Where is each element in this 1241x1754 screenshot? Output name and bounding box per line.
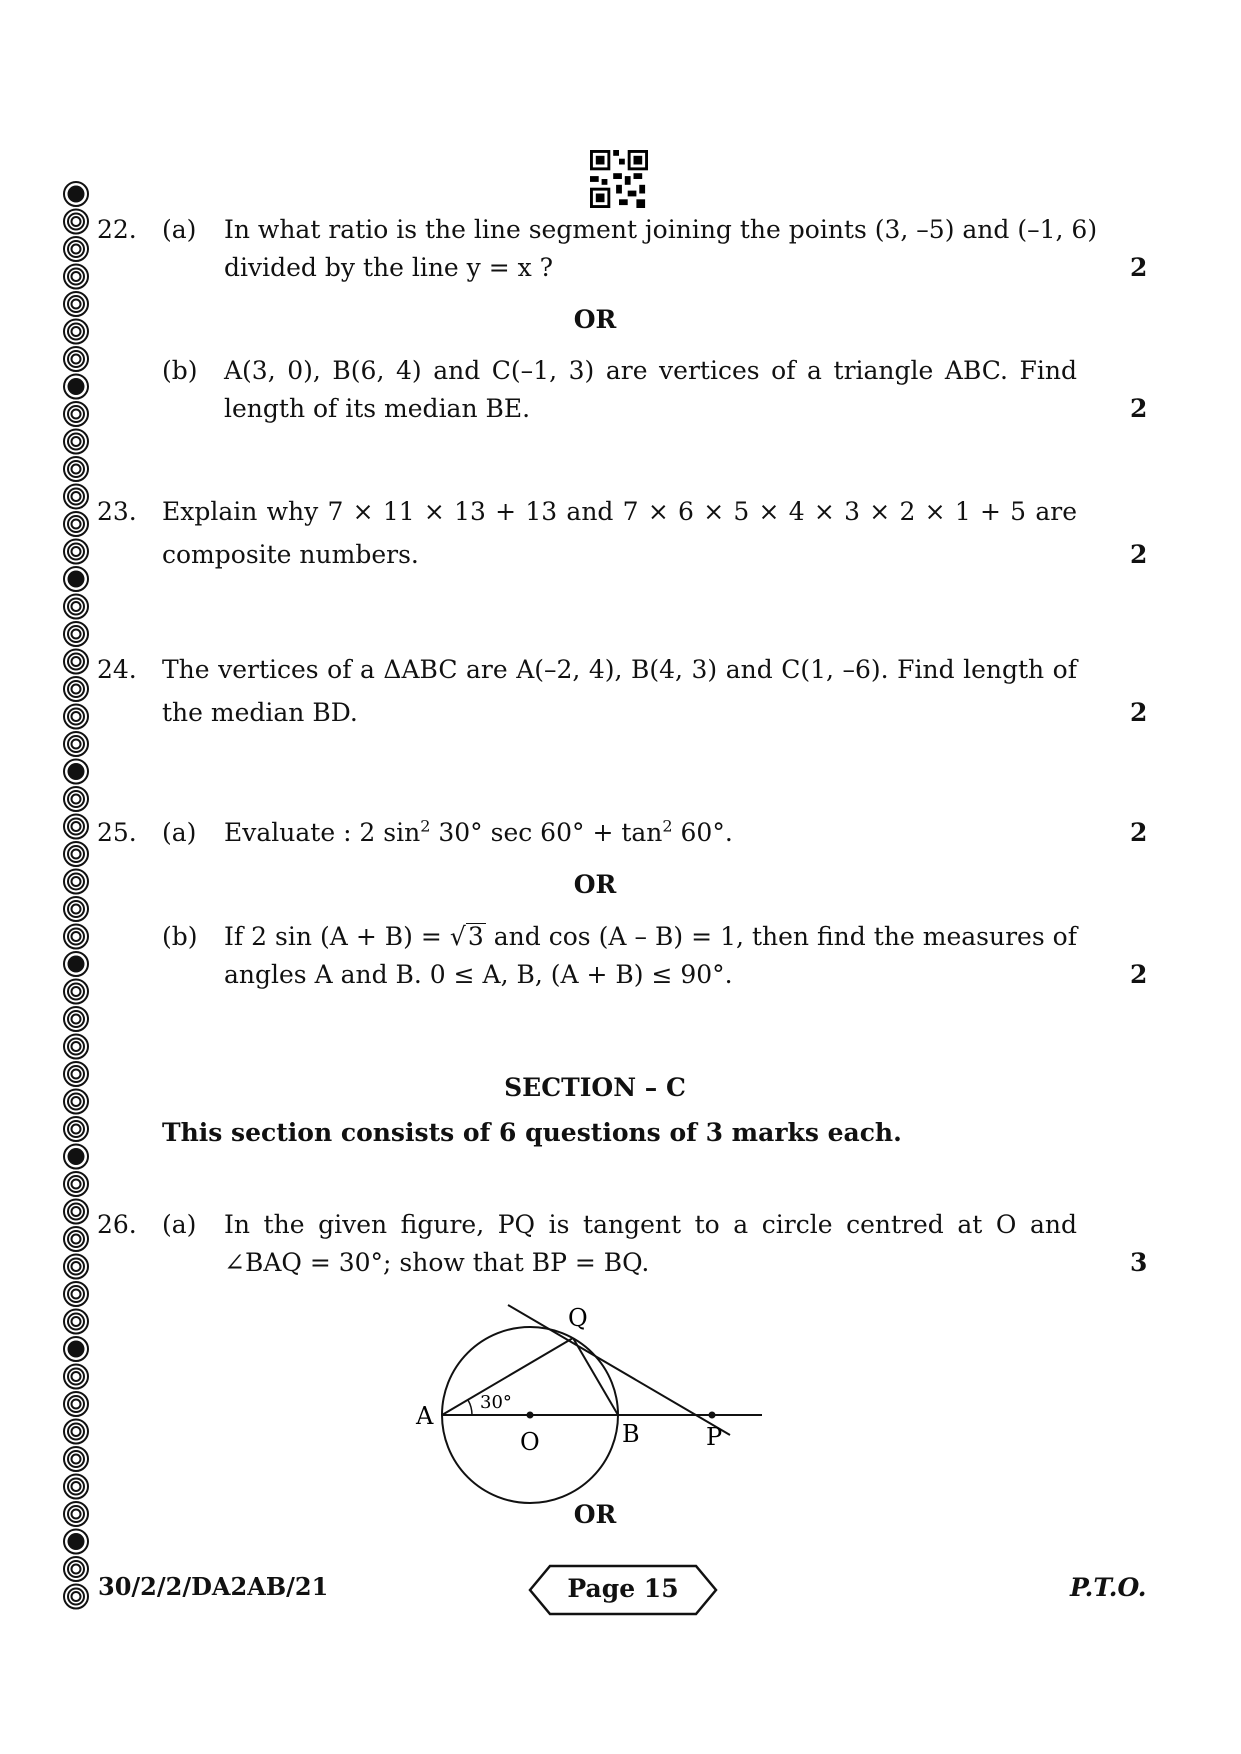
- question-text: If 2 sin (A + B) = √3 and cos (A – B) = 1, then find the measures of: [224, 922, 1077, 951]
- marks: 3: [1130, 1248, 1148, 1277]
- margin-circle-icon: [64, 1420, 88, 1444]
- question-number: 24.: [97, 655, 137, 684]
- margin-circle-icon: [64, 1172, 88, 1196]
- question-text: ∠BAQ = 30°; show that BP = BQ.: [224, 1248, 650, 1277]
- question-text: Evaluate : 2 $\sin^2 30^\circ$ $\sec 60^\circ + \tan^2 60^\circ$.: [224, 816, 733, 847]
- margin-circle-icon: [64, 237, 88, 261]
- margin-circle-icon: [64, 1447, 88, 1471]
- marks: 2: [1130, 818, 1148, 847]
- margin-circle-icon: [64, 1585, 88, 1609]
- margin-circle-icon: [64, 512, 88, 536]
- paper-code: 30/2/2/DA2AB/21: [98, 1572, 329, 1601]
- question-number: 23.: [97, 497, 137, 526]
- part-label: (b): [162, 922, 198, 951]
- label-p: P: [706, 1423, 723, 1451]
- angle-arc: [468, 1400, 472, 1415]
- margin-circle-icon: [64, 457, 88, 481]
- question-text: In the given figure, PQ is tangent to a circle centred at O and: [224, 1210, 1077, 1239]
- margin-circle-icon: [64, 1145, 88, 1169]
- circle-tangent-figure: [400, 1290, 780, 1520]
- marks: 2: [1130, 960, 1148, 989]
- question-text: the median BD.: [162, 698, 358, 727]
- marks: 2: [1130, 253, 1148, 282]
- margin-circle-icon: [64, 1117, 88, 1141]
- margin-circle-icon: [64, 1310, 88, 1334]
- margin-circle-icon: [64, 1200, 88, 1224]
- margin-circle-icon: [64, 677, 88, 701]
- part-label: (a): [162, 215, 197, 244]
- section-title: SECTION – C: [504, 1073, 686, 1102]
- margin-circle-icon: [64, 897, 88, 921]
- part-label: (a): [162, 818, 197, 847]
- section-description: This section consists of 6 questions of 3 marks each.: [162, 1118, 902, 1147]
- or-separator: OR: [573, 305, 617, 334]
- margin-circle-icon: [64, 210, 88, 234]
- margin-circle-icon: [64, 1530, 88, 1554]
- margin-circle-icon: [64, 540, 88, 564]
- question-number: 25.: [97, 818, 137, 847]
- margin-circle-icon: [64, 650, 88, 674]
- point-o: [527, 1412, 534, 1419]
- margin-circle-icon: [64, 292, 88, 316]
- margin-circle-icon: [64, 925, 88, 949]
- margin-circle-icon: [64, 732, 88, 756]
- or-separator: OR: [573, 870, 617, 899]
- label-q: Q: [568, 1304, 588, 1332]
- marks: 2: [1130, 540, 1148, 569]
- question-number: 26.: [97, 1210, 137, 1239]
- chord-qb: [573, 1338, 618, 1415]
- question-text: composite numbers.: [162, 540, 419, 569]
- question-text: Explain why 7 × 11 × 13 + 13 and 7 × 6 × 5 × 4 × 3 × 2 × 1 + 5 are: [162, 497, 1077, 526]
- qr-code-icon: [589, 150, 649, 208]
- margin-circle-icon: [64, 1502, 88, 1526]
- margin-circle-icon: [64, 870, 88, 894]
- point-p: [709, 1412, 716, 1419]
- question-text: divided by the line y = x ?: [224, 253, 554, 282]
- margin-circle-icon: [64, 1255, 88, 1279]
- margin-circle-strip: [58, 180, 94, 1610]
- margin-circle-icon: [64, 1365, 88, 1389]
- question-number: 22.: [97, 215, 137, 244]
- margin-circle-icon: [64, 375, 88, 399]
- part-label: (a): [162, 1210, 197, 1239]
- pto-label: P.T.O.: [1070, 1573, 1147, 1602]
- question-text: length of its median BE.: [224, 394, 531, 423]
- margin-circle-icon: [64, 347, 88, 371]
- margin-circle-icon: [64, 1007, 88, 1031]
- margin-circle-icon: [64, 1337, 88, 1361]
- question-text: A(3, 0), B(6, 4) and C(–1, 3) are vertices of a triangle ABC. Find: [224, 356, 1077, 385]
- marks: 2: [1130, 394, 1148, 423]
- margin-circle-icon: [64, 980, 88, 1004]
- margin-circle-icon: [64, 320, 88, 344]
- margin-circle-icon: [64, 1090, 88, 1114]
- margin-circle-icon: [64, 430, 88, 454]
- label-a: A: [416, 1402, 434, 1430]
- margin-circle-icon: [64, 1227, 88, 1251]
- question-text: In what ratio is the line segment joining the points (3, –5) and (–1, 6): [224, 215, 1098, 244]
- margin-circle-icon: [64, 1475, 88, 1499]
- margin-circle-icon: [64, 787, 88, 811]
- page-number: Page 15: [567, 1574, 679, 1603]
- margin-circle-icon: [64, 1557, 88, 1581]
- margin-circle-icon: [64, 952, 88, 976]
- margin-circle-icon: [64, 265, 88, 289]
- margin-circle-icon: [64, 842, 88, 866]
- margin-circle-icon: [64, 1282, 88, 1306]
- label-b: B: [622, 1420, 640, 1448]
- label-o: O: [520, 1428, 540, 1456]
- part-label: (b): [162, 356, 198, 385]
- question-text: angles A and B. 0 ≤ A, B, (A + B) ≤ 90°.: [224, 960, 733, 989]
- margin-circle-icon: [64, 1035, 88, 1059]
- margin-circle-icon: [64, 485, 88, 509]
- margin-circle-icon: [64, 705, 88, 729]
- margin-circle-icon: [64, 760, 88, 784]
- margin-circle-icon: [64, 567, 88, 591]
- marks: 2: [1130, 698, 1148, 727]
- margin-circle-icon: [64, 622, 88, 646]
- question-text: The vertices of a ΔABC are A(–2, 4), B(4, 3) and C(1, –6). Find length of: [162, 655, 1077, 684]
- label-angle: 30°: [480, 1392, 512, 1413]
- margin-circle-icon: [64, 402, 88, 426]
- margin-circle-icon: [64, 815, 88, 839]
- margin-circle-icon: [64, 1392, 88, 1416]
- or-separator: OR: [573, 1500, 617, 1529]
- margin-circle-icon: [64, 182, 88, 206]
- margin-circle-icon: [64, 1062, 88, 1086]
- margin-circle-icon: [64, 595, 88, 619]
